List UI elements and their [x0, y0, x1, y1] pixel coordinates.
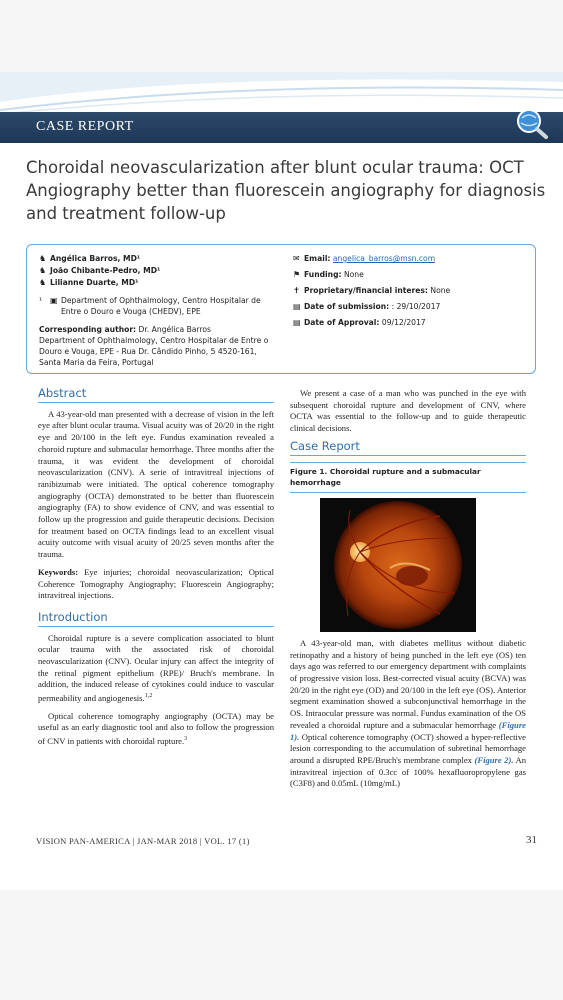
approval-row: ▤ Date of Approval: 09/12/2017	[293, 318, 426, 327]
funding-row: ⚑ Funding: None	[293, 270, 364, 279]
right-column	[290, 388, 526, 796]
author-name: ♞ João Chibante-Pedro, MD¹	[39, 266, 161, 275]
email-icon: ✉	[293, 254, 300, 263]
email-row: ✉ Email: angelica_barros@msn.com	[293, 254, 436, 263]
metadata-column	[293, 253, 529, 329]
introduction-heading: Introduction	[38, 612, 274, 627]
journal-footer: VISION PAN-AMERICA | JAN-MAR 2018 | VOL. 17 (1)	[36, 836, 250, 846]
abstract-text: A 43-year-old man presented with a decrease of vision in the left eye after blunt ocular trauma. Visual acuity was of 20/20 in the right eye and 20/100 in the left eye. Fundus examination revealed a choroid rupture and submacular hemorrhage. Three months after the trauma, it was evident the development of choroidal neovascularization (CNV). A serie of intravitreal injections of ranibizumab were initiated. The optical coherence tomography angiography (OCTA) demonstrated to be better than fluorescein angiography (FA) to show evidence of CNV, and was essential to follow up the progression and guide therapeutic decisions. Decision for treatment based on OCTA findings lead to an excellent visual acuity outcome with visual acuity of 20/25 seven months after the trauma.	[38, 408, 274, 560]
keywords: Keywords: Eye injuries; choroidal neovascularization; Optical Coherence Tomography Angiography; Fluorescein Angiography; intravitreal injections.	[38, 566, 274, 601]
email-link[interactable]: angelica_barros@msn.com	[332, 254, 436, 263]
journal-page	[0, 72, 563, 890]
flag-icon: ⚑	[293, 270, 301, 279]
affiliation: ¹ ▣ Department of Ophthalmology, Centro Hospitalar de Entre o Douro e Vouga (CHEDV), EPE	[39, 296, 261, 316]
abstract-heading: Abstract	[38, 388, 274, 403]
submission-row: ▤ Date of submission: : 29/10/2017	[293, 302, 441, 311]
author-name: ♞ Lilianne Duarte, MD¹	[39, 278, 139, 287]
citation: 1,2	[144, 693, 153, 700]
calendar-icon: ▤	[293, 318, 301, 327]
fundus-photo	[320, 498, 476, 632]
person-icon: ♞	[39, 278, 47, 287]
citation: 3	[184, 736, 188, 743]
section-banner	[0, 112, 563, 143]
author-name: ♞ Angélica Barros, MD¹	[39, 254, 141, 263]
intro-paragraph: Optical coherence tomography angiography (OCTA) may be useful as an early diagnostic tool and also to follow the progression of CNV in patients with choroidal rupture.$^3$	[38, 710, 274, 746]
intro-paragraph: Choroidal rupture is a severe complication associated to blunt ocular trauma with the associated risk of choroidal neovascularization (CNV). Ocular injury can affect the integrity of the retinal pigment epithelium (RPE)/ Bruch's membrane. In addition, the induced release of cytokines could induce to vascular permeability and angiogenesis.$^{1,2}$	[38, 632, 274, 704]
affiliation-mark: ¹	[39, 296, 43, 305]
corresponding-author: Corresponding author: Dr. Angélica Barros	[39, 325, 212, 334]
corresponding-address: Department of Ophthalmology, Centro Hospitalar de Entre o Douro e Vouga, EPE - Rua Dr. Cândido Pinho, 5 4520-161, Santa Maria da Feira, Portugal	[39, 336, 269, 367]
case-report-heading: Case Report	[290, 441, 526, 456]
figure-1	[290, 498, 526, 638]
left-column	[38, 388, 274, 754]
figure-1-ref[interactable]: (Figure 1).	[290, 719, 526, 742]
calendar-icon: ▤	[293, 302, 301, 311]
author-info-box	[26, 244, 536, 374]
banner-label: CASE REPORT	[36, 119, 134, 134]
author-column	[39, 253, 279, 368]
pin-icon: ✝	[293, 286, 300, 295]
interest-row: ✝ Proprietary/financial interes: None	[293, 286, 451, 295]
person-icon: ♞	[39, 266, 47, 275]
case-report-text: A 43-year-old man, with diabetes mellitus without diabetic retinopathy and a history of being punched in the left eye (OS) ten days ago was referred to our emergency department with complaints of progressive vision loss. Best-corrected visual acuity (BCVA) was 20/20 in the right eye (OD) and 20/100 in the left eye (OS). Anterior segment examination showed a subconjunctival hemorrhage in the OS. Intraocular pressure was normal. Fundus examination of the OS revealed a choroidal rupture and a submacular hemorrhage (Figure 1). Optical coherence tomography (OCT) showed a hyper-reflective lesion corresponding to the accumulation of subretinal hemorrhage around a disrupted RPE/Bruch's membrane complex (Figure 2). An intravitreal injection of 0.3cc of 100% hexafluoropropylene gas (C3F8) and 0.05mL (10mg/mL)	[290, 637, 526, 789]
hospital-icon: ▣	[50, 296, 58, 305]
figure-caption: Figure 1. Choroidal rupture and a submacular hemorrhage	[290, 462, 526, 493]
magnifier-globe-icon	[514, 106, 550, 140]
figure-2-ref[interactable]: (Figure 2).	[474, 754, 514, 765]
article-title: Choroidal neovascularization after blunt ocular trauma: OCT Angiography better than fluorescein angiography for diagnosis and treatment follow-up	[26, 158, 546, 223]
page-number: 31	[526, 834, 537, 846]
intro-continued: We present a case of a man who was punched in the eye with subsequent choroidal rupture and development of CNV, where OCTA was essential to the follow-up and to guide therapeutic clinical decisions.	[290, 388, 526, 434]
person-icon: ♞	[39, 254, 47, 263]
